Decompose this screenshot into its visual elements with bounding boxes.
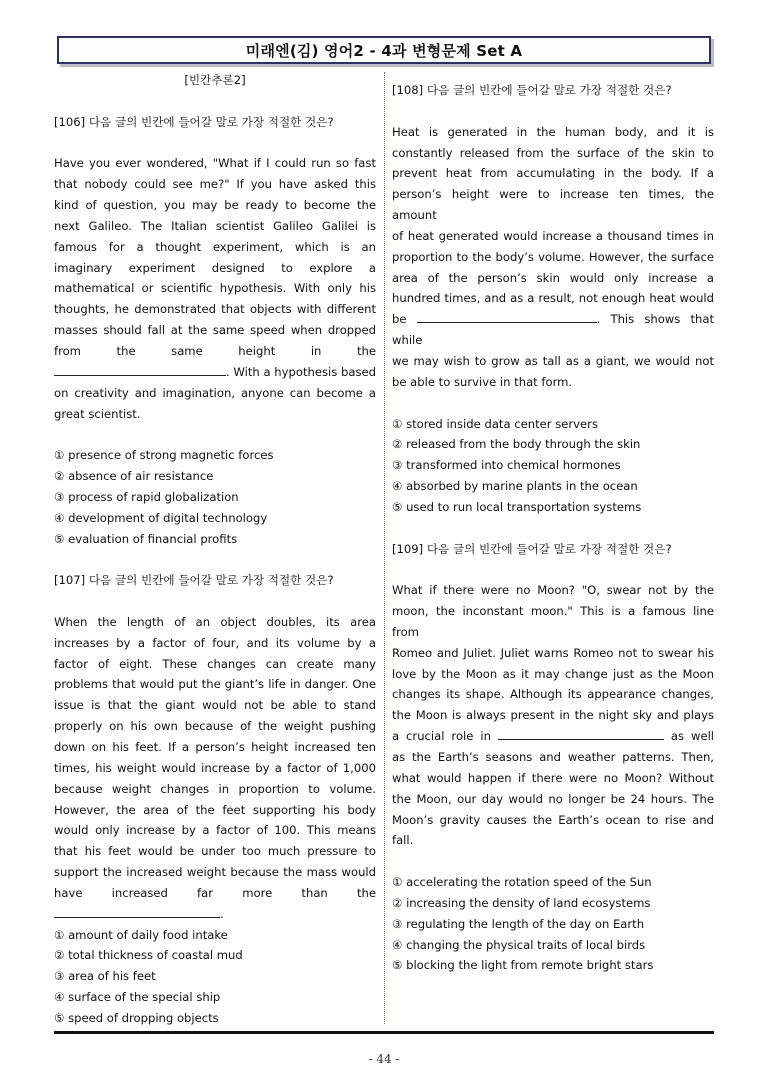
passage-line: kind of question, you may be ready to become the — [54, 198, 376, 213]
answer-blank — [417, 309, 597, 323]
answer-option: ② total thickness of coastal mud — [54, 948, 243, 963]
passage-line: on creativity and imagination, anyone can become a — [54, 385, 376, 400]
answer-option: ③ transformed into chemical hormones — [392, 458, 621, 473]
answer-option: ② increasing the density of land ecosystems — [392, 895, 651, 910]
passage-line: mathematical or scientific hypothesis. With only his — [54, 281, 376, 296]
passage-line: thoughts, he demonstrated that objects with different — [54, 302, 376, 317]
passage-line: love by the Moon as it may change just as the Moon — [392, 666, 714, 681]
answer-option: ④ surface of the special ship — [54, 990, 221, 1005]
passage-line: the Moon is always present in the night sky and plays — [392, 708, 714, 723]
passage-line: Moon’s gravity causes the Earth’s ocean to rise and — [392, 812, 714, 827]
question-108-prompt: [108] 다음 글의 빈칸에 들어갈 말로 가장 적절한 것은? — [392, 83, 672, 97]
passage-line: that his feet would be under too much pressure to — [54, 844, 376, 859]
answer-option: ⑤ evaluation of financial profits — [54, 531, 238, 546]
passage-line: what would happen if there were no Moon? Without — [392, 770, 714, 785]
question-107-prompt: [107] 다음 글의 빈칸에 들어갈 말로 가장 적절한 것은? — [54, 573, 334, 588]
passage-line-with-blank: be . This shows that while — [392, 309, 714, 351]
answer-blank — [498, 726, 664, 740]
passage-line: area of the person’s skin would only increase a — [392, 270, 714, 285]
passage-line-with-blank: a crucial role in as well — [392, 726, 714, 747]
passage-line: imaginary experiment designed to explore a — [54, 260, 376, 275]
footer-rule — [54, 1031, 714, 1034]
passage-line: Heat is generated in the human body, and it is — [392, 124, 714, 139]
question-108-passage — [392, 122, 714, 393]
passage-line: person’s height were to increase ten times, the amount — [392, 187, 714, 223]
answer-option: ④ changing the physical traits of local birds — [392, 937, 646, 952]
answer-option: ④ development of digital technology — [54, 510, 268, 525]
answer-blank — [54, 904, 220, 918]
passage-line: from the same height in the — [54, 343, 376, 358]
question-107-passage — [54, 612, 376, 925]
passage-line: increases by a factor of four, and its volume by a — [54, 635, 376, 650]
passage-line: Have you ever wondered, "What if I could run so fast — [54, 156, 376, 171]
answer-option: ② absence of air resistance — [54, 469, 214, 484]
passage-line: hundred times, and as a result, not enough heat would — [392, 291, 714, 306]
passage-line: issue is that the giant would not be able to stand — [54, 698, 376, 713]
passage-line: fall. — [392, 833, 414, 848]
passage-line: What if there were no Moon? "O, swear not by the — [392, 583, 714, 598]
answer-option: ① presence of strong magnetic forces — [54, 448, 274, 463]
passage-line: constantly released from the surface of the skin to — [392, 145, 714, 160]
right-column — [392, 70, 714, 976]
answer-option: ③ area of his feet — [54, 969, 156, 984]
column-divider — [384, 72, 385, 1024]
left-column — [54, 70, 376, 1029]
passage-line: problems that would put the giant’s life in danger. One — [54, 677, 376, 692]
passage-line: changes its shape. Although its appearance changes, — [392, 687, 714, 702]
passage-line: of heat generated would increase a thousand times in — [392, 228, 714, 243]
passage-line: masses should fall at the same speed when dropped — [54, 323, 376, 338]
answer-option: ④ absorbed by marine plants in the ocean — [392, 479, 638, 494]
answer-option: ① stored inside data center servers — [392, 416, 598, 431]
answer-option: ⑤ blocking the light from remote bright stars — [392, 958, 654, 973]
passage-line: as the Earth’s seasons and weather patterns. Then, — [392, 750, 714, 764]
answer-option: ① accelerating the rotation speed of the Sun — [392, 875, 652, 890]
page-number: - 44 - — [368, 1052, 400, 1066]
passage-line: have increased far more than the — [54, 885, 376, 900]
passage-line: the Moon, our day would no longer be 24 hours. The — [392, 791, 714, 806]
passage-line: prevent heat from accumulating in the body. If a — [392, 166, 714, 181]
passage-line: properly on his own because of the weight pushing — [54, 719, 376, 734]
passage-line: factor of eight. These changes can create many — [54, 656, 376, 671]
question-106-passage — [54, 153, 376, 424]
passage-line: we may wish to grow as tall as a giant, we would not — [392, 353, 714, 368]
answer-option: ① amount of daily food intake — [54, 927, 228, 942]
question-109-prompt: [109] 다음 글의 빈칸에 들어갈 말로 가장 적절한 것은? — [392, 541, 672, 556]
answer-option: ③ process of rapid globalization — [54, 489, 239, 504]
answer-option: ② released from the body through the skin — [392, 437, 641, 452]
passage-line: times, his weight would increase by a factor of 1,000 — [54, 760, 376, 775]
passage-line: proportion to the body’s volume. However, the surface — [392, 249, 714, 264]
passage-line: moon, the inconstant moon." This is a famous line from — [392, 604, 714, 639]
answer-blank — [54, 362, 226, 376]
question-109-passage — [392, 580, 714, 851]
passage-line: because weight changes in proportion to volume. — [54, 781, 376, 796]
passage-line: would only increase by a factor of 100. This means — [54, 823, 376, 838]
answer-option: ③ regulating the length of the day on Earth — [392, 916, 645, 931]
passage-line: Romeo and Juliet. Juliet warns Romeo not to swear his — [392, 645, 714, 660]
passage-line: famous for a thought experiment, which is an — [54, 239, 376, 254]
passage-line: down on his feet. If a person’s height increased ten — [54, 740, 376, 754]
passage-line: However, the area of the feet supporting his body — [54, 802, 376, 817]
passage-line: great scientist. — [54, 406, 141, 421]
passage-line: that nobody could see me?" If you have asked this — [54, 177, 376, 192]
answer-option: ⑤ speed of dropping objects — [54, 1010, 219, 1025]
passage-line: next Galileo. The Italian scientist Galileo Galilei is — [54, 218, 376, 233]
page-title: 미래엔(김) 영어2 - 4과 변형문제 Set A — [57, 36, 711, 64]
passage-line: When the length of an object doubles, its area — [54, 614, 376, 629]
question-106-prompt: [106] 다음 글의 빈칸에 들어갈 말로 가장 적절한 것은? — [54, 114, 334, 129]
section-tag: [빈칸추론2] — [184, 73, 246, 87]
passage-line: support the increased weight because the mass would — [54, 865, 376, 880]
answer-option: ⑤ used to run local transportation systems — [392, 499, 642, 514]
passage-line-with-blank: . With a hypothesis based — [54, 362, 376, 383]
passage-line: be able to survive in that form. — [392, 374, 573, 389]
passage-line-with-blank: . — [54, 904, 376, 925]
